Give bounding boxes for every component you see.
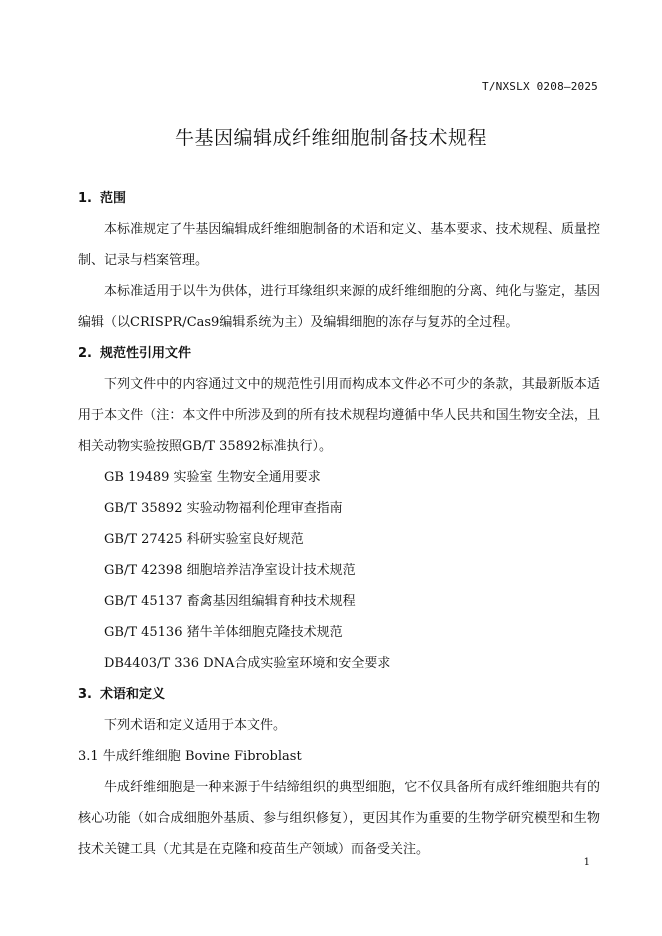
section-number: 1. <box>78 191 92 206</box>
reference-item: GB/T 35892 实验动物福利伦理审查指南 <box>104 501 343 516</box>
doc-body <box>78 183 600 865</box>
section-heading-scope <box>78 183 600 214</box>
page-number: 1 <box>583 857 590 868</box>
doc-title: 牛基因编辑成纤维细胞制备技术规程 <box>174 127 487 149</box>
section-heading-terms <box>78 679 600 710</box>
paragraph: 下列术语和定义适用于本文件。 <box>104 718 287 733</box>
paragraph: 牛成纤维细胞是一种来源于牛结缔组织的典型细胞，它不仅具备所有成纤维细胞共有的核心功能（如合成细胞外基质、参与组织修复），更因其作为重要的生物学研究模型和生物技术关键工具（尤其是在克隆和疫苗生产领域）而备受关注。 <box>78 780 600 857</box>
subsection-heading: 3.1 牛成纤维细胞 Bovine Fibroblast <box>78 749 302 764</box>
paragraph: 本标准适用于以牛为供体，进行耳缘组织来源的成纤维细胞的分离、纯化与鉴定，基因编辑（以CRISPR/Cas9编辑系统为主）及编辑细胞的冻存与复苏的全过程。 <box>78 284 600 330</box>
section-number: 2. <box>78 346 92 361</box>
section-heading-normative-refs <box>78 338 600 369</box>
reference-item: GB/T 27425 科研实验室良好规范 <box>104 532 304 547</box>
reference-item: GB/T 45136 猪牛羊体细胞克隆技术规范 <box>104 625 343 640</box>
section-number: 3. <box>78 687 92 702</box>
reference-item: GB/T 45137 畜禽基因组编辑育种技术规程 <box>104 594 356 609</box>
reference-item: DB4403/T 336 DNA合成实验室环境和安全要求 <box>104 656 391 671</box>
section-title: 术语和定义 <box>100 687 166 702</box>
paragraph: 本标准规定了牛基因编辑成纤维细胞制备的术语和定义、基本要求、技术规程、质量控制、记录与档案管理。 <box>78 222 600 268</box>
doc-code: T/NXSLX 0208—2025 <box>482 80 598 93</box>
paragraph: 下列文件中的内容通过文中的规范性引用而构成本文件必不可少的条款，其最新版本适用于本文件（注：本文件中所涉及到的所有技术规程均遵循中华人民共和国生物安全法，且相关动物实验按照GB/T 35892标准执行）。 <box>78 377 600 454</box>
reference-item: GB 19489 实验室 生物安全通用要求 <box>104 470 321 485</box>
section-title: 范围 <box>100 191 127 206</box>
section-title: 规范性引用文件 <box>100 346 192 361</box>
reference-item: GB/T 42398 细胞培养洁净室设计技术规范 <box>104 563 356 578</box>
